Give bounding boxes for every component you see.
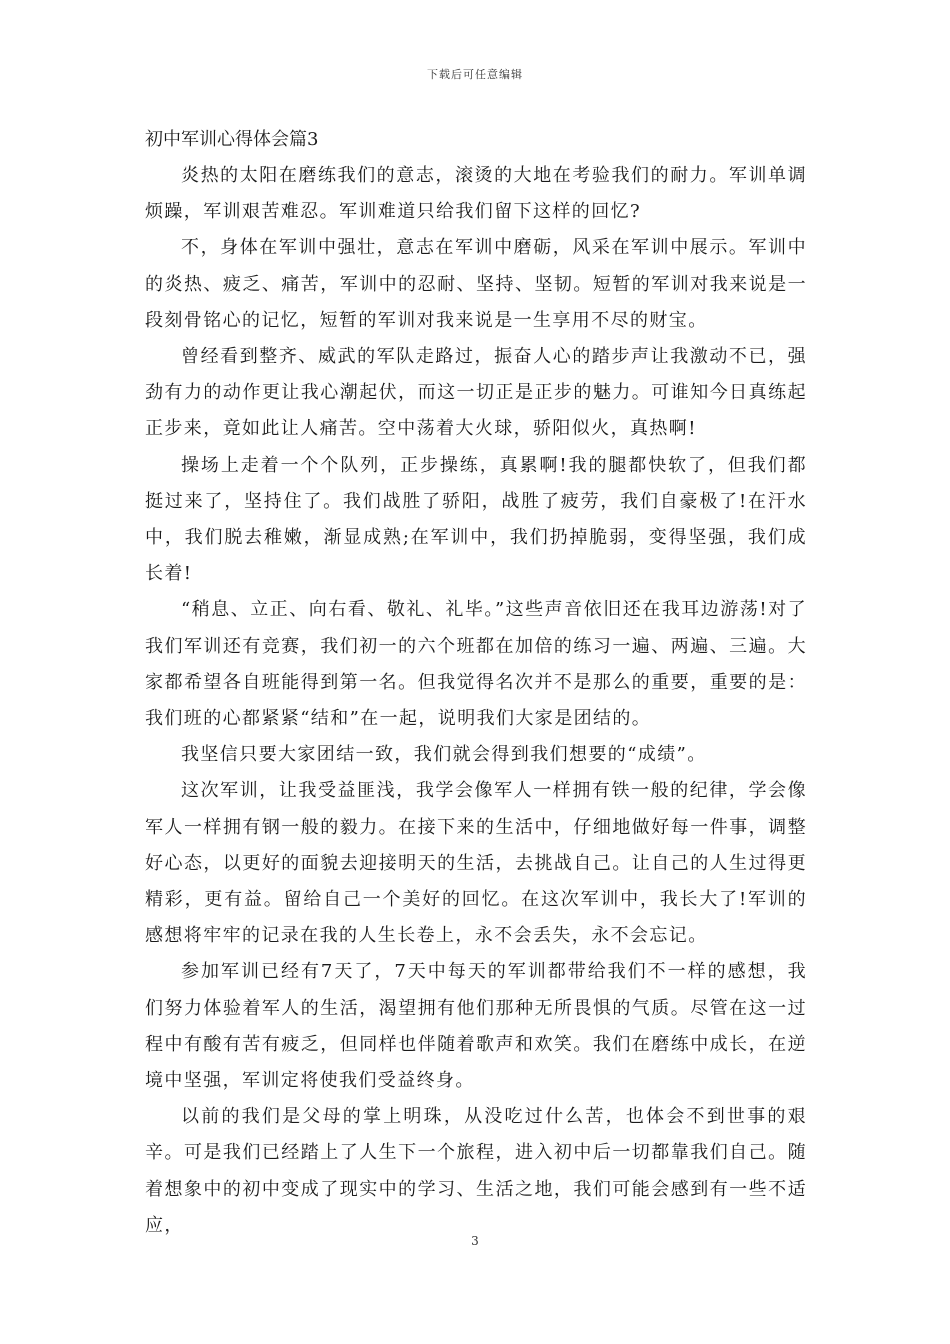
paragraph: 炎热的太阳在磨练我们的意志，滚烫的大地在考验我们的耐力。军训单调烦躁，军训艰苦难忍。军训难道只给我们留下这样的回忆? <box>145 165 807 223</box>
page-number: 3 <box>471 1234 479 1248</box>
document-body <box>145 122 807 1244</box>
paragraph: 操场上走着一个个队列，正步操练，真累啊!我的腿都快软了，但我们都挺过来了，坚持住了。我们战胜了骄阳，战胜了疲劳，我们自豪极了!在汗水中，我们脱去稚嫩，渐显成熟;在军训中，我们扔掉脆弱，变得坚强，我们成长着! <box>145 454 807 585</box>
paragraph: 以前的我们是父母的掌上明珠，从没吃过什么苦，也体会不到世事的艰辛。可是我们已经踏上了人生下一个旅程，进入初中后一切都靠我们自己。随着想象中的初中变成了现实中的学习、生活之地，我们可能会感到有一些不适应， <box>145 1106 807 1236</box>
document-title: 初中军训心得体会篇3 <box>145 129 319 150</box>
paragraph: 不，身体在军训中强壮，意志在军训中磨砺，风采在军训中展示。军训中的炎热、疲乏、痛苦，军训中的忍耐、坚持、坚韧。短暂的军训对我来说是一段刻骨铭心的记忆，短暂的军训对我来说是一生享用不尽的财宝。 <box>145 237 807 331</box>
paragraph: 曾经看到整齐、威武的军队走路过，振奋人心的踏步声让我激动不已，强劲有力的动作更让我心潮起伏，而这一切正是正步的魅力。可谁知今日真练起正步来，竟如此让人痛苦。空中荡着大火球，骄阳似火，真热啊! <box>145 346 807 440</box>
paragraph: “稍息、立正、向右看、敬礼、礼毕。”这些声音依旧还在我耳边游荡!对了我们军训还有竞赛，我们初一的六个班都在加倍的练习一遍、两遍、三遍。大家都希望各自班能得到第一名。但我觉得名次并不是那么的重要，重要的是：我们班的心都紧紧“结和”在一起，说明我们大家是团结的。 <box>145 599 807 730</box>
paragraph: 这次军训，让我受益匪浅，我学会像军人一样拥有铁一般的纪律，学会像军人一样拥有钢一般的毅力。在接下来的生活中，仔细地做好每一件事，调整好心态，以更好的面貌去迎接明天的生活，去挑战自己。让自己的人生过得更精彩，更有益。留给自己一个美好的回忆。在这次军训中，我长大了!军训的感想将牢牢的记录在我的人生长卷上，永不会丢失，永不会忘记。 <box>145 780 807 947</box>
paragraph: 我坚信只要大家团结一致，我们就会得到我们想要的“成绩”。 <box>181 744 707 766</box>
paragraph: 参加军训已经有7天了，7天中每天的军训都带给我们不一样的感想，我们努力体验着军人的生活，渴望拥有他们那种无所畏惧的气质。尽管在这一过程中有酸有苦有疲乏，但同样也伴随着歌声和欢笑。我们在磨练中成长，在逆境中坚强，军训定将使我们受益终身。 <box>145 961 807 1092</box>
page-header-note: 下载后可任意编辑 <box>427 68 523 81</box>
